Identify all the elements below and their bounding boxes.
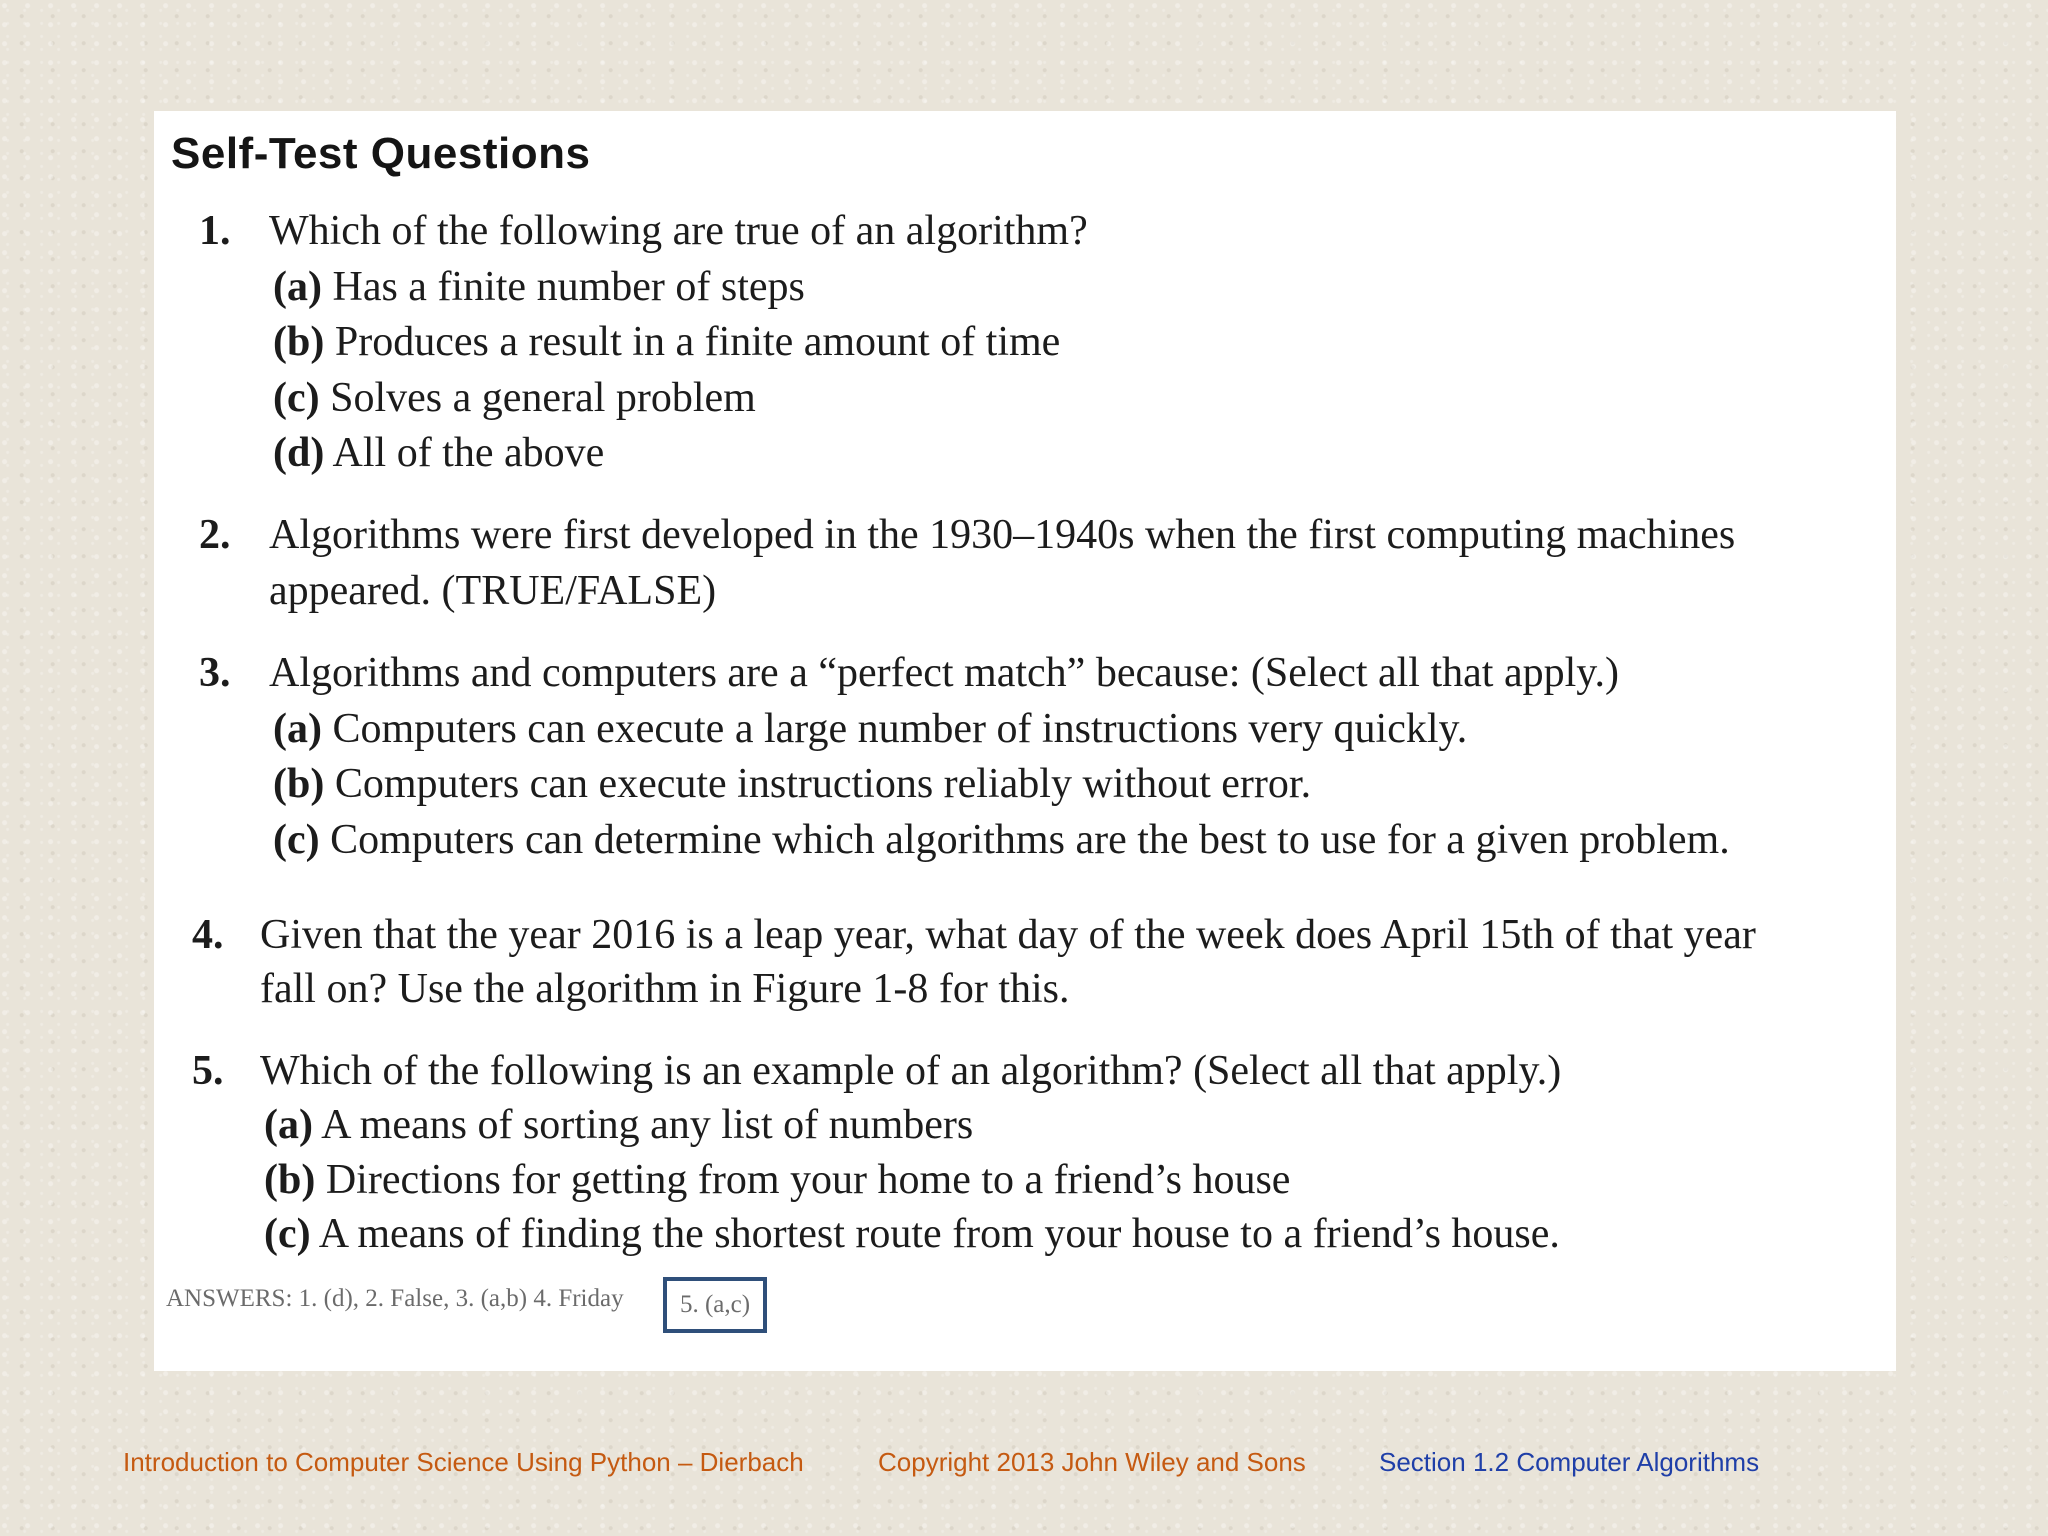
option-text: Solves a general problem xyxy=(319,375,756,421)
question-number: 5. xyxy=(192,1048,224,1094)
option-text: Produces a result in a finite amount of time xyxy=(324,319,1061,365)
option-3a xyxy=(273,701,1467,757)
footer-section: Section 1.2 Computer Algorithms xyxy=(1379,1447,1760,1477)
option-5a xyxy=(264,1097,973,1153)
question-number: 3. xyxy=(199,650,231,696)
option-text: Has a finite number of steps xyxy=(321,264,805,310)
option-1a xyxy=(273,259,805,315)
option-3b xyxy=(273,756,1311,812)
option-label: (c) xyxy=(264,1211,311,1257)
option-label: (c) xyxy=(273,375,320,421)
option-1d xyxy=(273,425,604,481)
question-text: Given that the year 2016 is a leap year, what day of the week does April 15th of that year xyxy=(260,912,1756,958)
question-text: Algorithms and computers are a “perfect match” because: (Select all that apply.) xyxy=(269,650,1620,696)
question-number: 2. xyxy=(199,512,231,558)
option-text: Computers can determine which algorithms are the best to use for a given problem. xyxy=(319,817,1730,863)
question-text: Algorithms were first developed in the 1930–1940s when the first computing machines xyxy=(269,512,1736,558)
option-3c xyxy=(273,812,1730,868)
option-5c xyxy=(264,1206,1560,1262)
content-panel xyxy=(154,111,1896,1371)
option-label: (a) xyxy=(273,264,322,310)
question-number: 4. xyxy=(192,912,224,958)
option-text: Directions for getting from your home to a friend’s house xyxy=(315,1157,1291,1203)
option-text: Computers can execute a large number of instructions very quickly. xyxy=(321,706,1468,752)
question-text: Which of the following are true of an algorithm? xyxy=(269,208,1088,254)
question-number: 1. xyxy=(199,208,231,254)
option-1c xyxy=(273,370,756,426)
answers-line: ANSWERS: 1. (d), 2. False, 3. (a,b) 4. Friday xyxy=(166,1285,624,1312)
option-text: A means of sorting any list of numbers xyxy=(312,1102,974,1148)
option-text: A means of finding the shortest route from your house to a friend’s house. xyxy=(310,1211,1560,1257)
option-label: (a) xyxy=(264,1102,313,1148)
option-label: (b) xyxy=(273,761,325,807)
option-text: All of the above xyxy=(324,430,605,476)
question-text-continued: fall on? Use the algorithm in Figure 1-8 for this. xyxy=(260,966,1070,1012)
option-label: (a) xyxy=(273,706,322,752)
question-text: Which of the following is an example of an algorithm? (Select all that apply.) xyxy=(260,1048,1562,1094)
option-label: (c) xyxy=(273,817,320,863)
option-5b xyxy=(264,1152,1290,1208)
option-label: (b) xyxy=(264,1157,316,1203)
option-text: Computers can execute instructions reliably without error. xyxy=(324,761,1312,807)
page-title: Self-Test Questions xyxy=(171,129,591,178)
footer-book-title: Introduction to Computer Science Using Python – Dierbach xyxy=(123,1447,804,1477)
highlighted-answer: 5. (a,c) xyxy=(663,1277,767,1333)
option-label: (b) xyxy=(273,319,325,365)
footer-copyright: Copyright 2013 John Wiley and Sons xyxy=(878,1447,1306,1477)
option-label: (d) xyxy=(273,430,325,476)
question-text-continued: appeared. (TRUE/FALSE) xyxy=(269,568,717,614)
option-1b xyxy=(273,314,1060,370)
